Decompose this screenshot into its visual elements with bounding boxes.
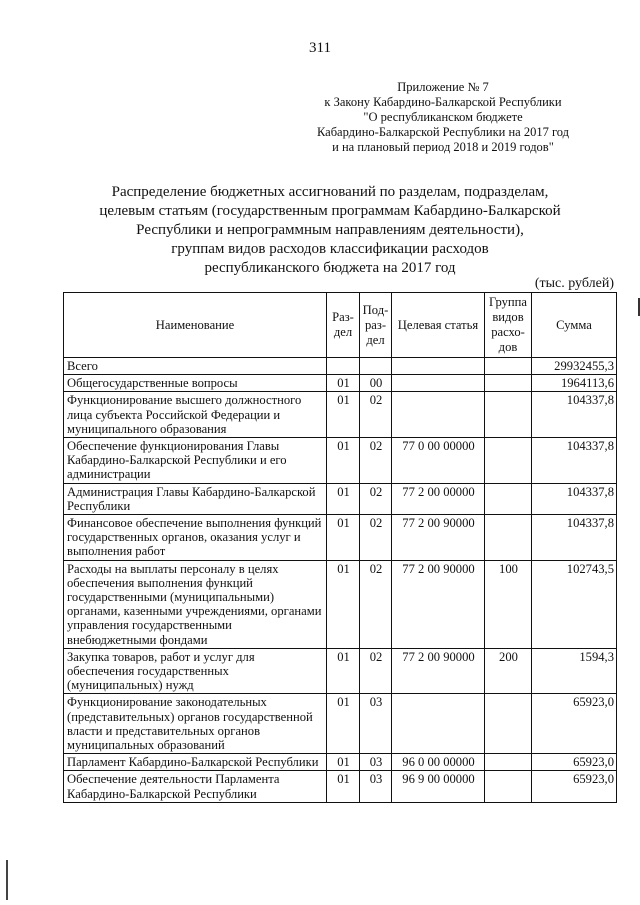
cell-name: Функционирование законодательных (представительных) органов государственной власти и представительных органов муниципальных образований <box>64 694 327 754</box>
header-sum: Сумма <box>532 293 617 358</box>
cell-name: Обеспечение деятельности Парламента Кабардино-Балкарской Республики <box>64 771 327 802</box>
scan-margin-line <box>6 860 8 900</box>
table-row <box>64 483 617 514</box>
cell-vid <box>485 438 532 484</box>
cell-podrazdel: 02 <box>360 648 392 694</box>
table-row <box>64 560 617 648</box>
cell-podrazdel: 02 <box>360 438 392 484</box>
document-title <box>80 183 580 278</box>
cell-vid <box>485 515 532 561</box>
cell-target: 96 9 00 00000 <box>392 771 485 802</box>
cell-name: Общегосударственные вопросы <box>64 375 327 392</box>
cell-vid: 200 <box>485 648 532 694</box>
table-row <box>64 358 617 375</box>
cell-target: 77 2 00 90000 <box>392 560 485 648</box>
cell-sum: 65923,0 <box>532 771 617 802</box>
table-row <box>64 771 617 802</box>
cell-podrazdel: 02 <box>360 483 392 514</box>
cell-target: 77 2 00 90000 <box>392 648 485 694</box>
cell-name: Закупка товаров, работ и услуг для обеспечения государственных (муниципальных) нужд <box>64 648 327 694</box>
cell-podrazdel <box>360 358 392 375</box>
cell-sum: 65923,0 <box>532 694 617 754</box>
cell-name: Финансовое обеспечение выполнения функций государственных органов, оказания услуг и выполнения работ <box>64 515 327 561</box>
cell-razdel: 01 <box>327 560 360 648</box>
cell-name: Функционирование высшего должностного лица субъекта Российской Федерации и муниципального образования <box>64 392 327 438</box>
cell-vid: 100 <box>485 560 532 648</box>
cell-sum: 104337,8 <box>532 483 617 514</box>
cell-target: 77 2 00 90000 <box>392 515 485 561</box>
cell-podrazdel: 00 <box>360 375 392 392</box>
table-header-row <box>64 293 617 358</box>
cell-podrazdel: 03 <box>360 771 392 802</box>
header-name: Наименование <box>64 293 327 358</box>
cell-vid <box>485 375 532 392</box>
cell-razdel: 01 <box>327 694 360 754</box>
cell-razdel <box>327 358 360 375</box>
cell-target <box>392 375 485 392</box>
cell-vid <box>485 694 532 754</box>
appendix-line: к Закону Кабардино-Балкарской Республики <box>324 95 562 109</box>
table-row <box>64 648 617 694</box>
cell-podrazdel: 02 <box>360 515 392 561</box>
cell-razdel: 01 <box>327 392 360 438</box>
cell-sum: 102743,5 <box>532 560 617 648</box>
cell-vid <box>485 771 532 802</box>
cell-target <box>392 358 485 375</box>
cell-razdel: 01 <box>327 375 360 392</box>
cell-razdel: 01 <box>327 438 360 484</box>
title-line: республиканского бюджета на 2017 год <box>204 260 456 276</box>
cell-sum: 104337,8 <box>532 392 617 438</box>
appendix-line: и на плановый период 2018 и 2019 годов" <box>332 140 554 154</box>
cell-name: Администрация Главы Кабардино-Балкарской Республики <box>64 483 327 514</box>
header-vid: Группа видов расхо-дов <box>485 293 532 358</box>
cell-target: 77 2 00 00000 <box>392 483 485 514</box>
table-row <box>64 754 617 771</box>
units-label: (тыс. рублей) <box>534 276 614 291</box>
cell-podrazdel: 02 <box>360 392 392 438</box>
appendix-header <box>278 80 608 155</box>
cell-target: 96 0 00 00000 <box>392 754 485 771</box>
title-line: группам видов расходов классификации расходов <box>171 241 489 257</box>
page-number: 311 <box>309 40 331 56</box>
cell-razdel: 01 <box>327 515 360 561</box>
cell-sum: 65923,0 <box>532 754 617 771</box>
header-razdel: Раз-дел <box>327 293 360 358</box>
cell-name: Парламент Кабардино-Балкарской Республики <box>64 754 327 771</box>
header-podrazdel: Под-раз-дел <box>360 293 392 358</box>
cell-name: Всего <box>64 358 327 375</box>
cell-podrazdel: 03 <box>360 754 392 771</box>
cell-sum: 1964113,6 <box>532 375 617 392</box>
cell-vid <box>485 483 532 514</box>
title-line: Республики и непрограммным направлениям деятельности), <box>136 222 524 238</box>
table-row <box>64 392 617 438</box>
cell-sum: 104337,8 <box>532 515 617 561</box>
cell-razdel: 01 <box>327 754 360 771</box>
appendix-line: Приложение № 7 <box>397 80 489 94</box>
table-row <box>64 438 617 484</box>
cell-target <box>392 694 485 754</box>
header-target: Целевая статья <box>392 293 485 358</box>
cell-target <box>392 392 485 438</box>
cell-podrazdel: 03 <box>360 694 392 754</box>
appendix-line: "О республиканском бюджете <box>363 110 523 124</box>
cell-razdel: 01 <box>327 648 360 694</box>
table-row <box>64 515 617 561</box>
cell-vid <box>485 754 532 771</box>
cell-target: 77 0 00 00000 <box>392 438 485 484</box>
table-row <box>64 375 617 392</box>
cell-sum: 1594,3 <box>532 648 617 694</box>
cell-name: Расходы на выплаты персоналу в целях обеспечения выполнения функций государственными (муниципальными) органами, казенными учреждениями, органами управления государственными внебюджетными фондами <box>64 560 327 648</box>
cell-sum: 104337,8 <box>532 438 617 484</box>
cell-name: Обеспечение функционирования Главы Кабардино-Балкарской Республики и его администрации <box>64 438 327 484</box>
title-line: Распределение бюджетных ассигнований по разделам, подразделам, <box>111 184 549 200</box>
appendix-line: Кабардино-Балкарской Республики на 2017 год <box>316 125 570 139</box>
cell-podrazdel: 02 <box>360 560 392 648</box>
cell-razdel: 01 <box>327 771 360 802</box>
title-line: целевым статьям (государственным программам Кабардино-Балкарской <box>99 203 561 219</box>
cell-vid <box>485 358 532 375</box>
cell-vid <box>485 392 532 438</box>
cell-sum: 29932455,3 <box>532 358 617 375</box>
budget-table <box>63 292 617 803</box>
cell-razdel: 01 <box>327 483 360 514</box>
table-row <box>64 694 617 754</box>
